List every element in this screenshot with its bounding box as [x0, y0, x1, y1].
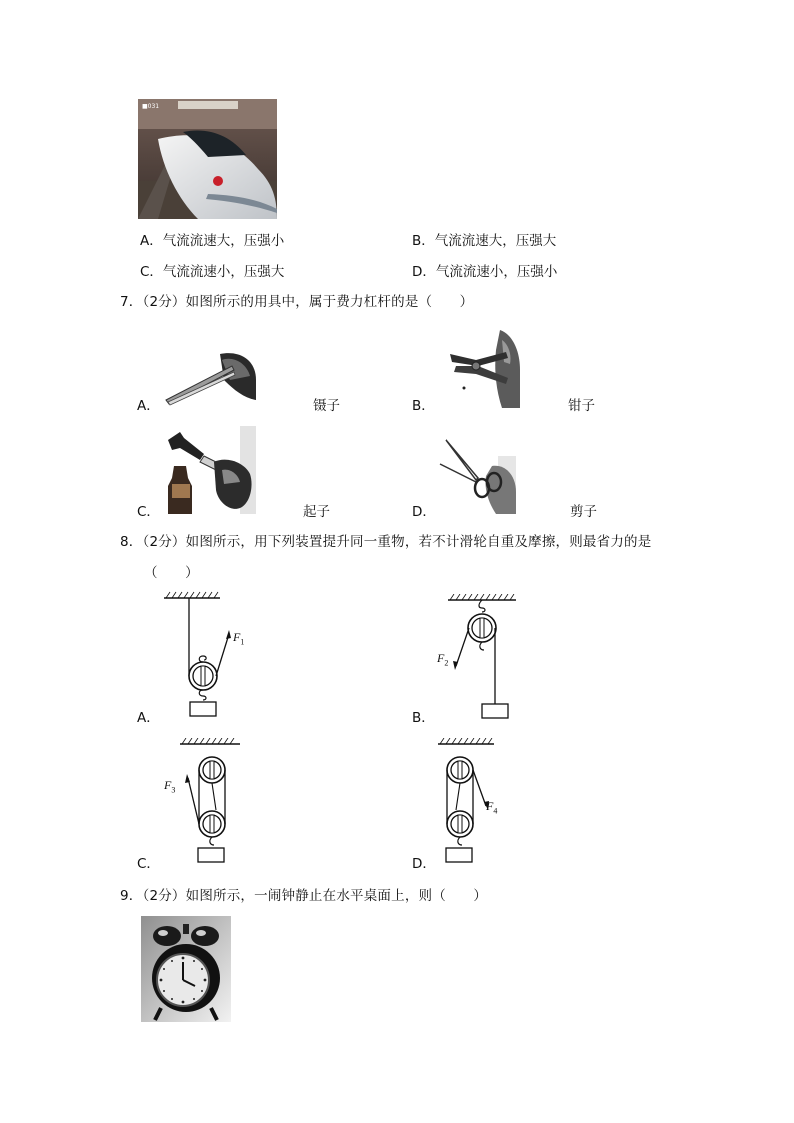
q6-option-c[interactable]: C．气流流速小，压强大	[140, 264, 285, 280]
alarm-clock-photo	[141, 916, 231, 1022]
q7-option-b-letter[interactable]: B．	[412, 398, 435, 414]
q6-option-a[interactable]: A．气流流速大，压强小	[140, 233, 285, 249]
q9-stem: 9．（2分）如图所示，一闹钟静止在水平桌面上，则（ ）	[120, 888, 488, 904]
force-label-f1: $F_1$	[233, 630, 245, 647]
q8-option-d-letter[interactable]: D．	[412, 856, 436, 872]
q7-option-d-letter[interactable]: D．	[412, 504, 436, 520]
q8-stem: 8．（2分）如图所示，用下列装置提升同一重物，若不计滑轮自重及摩擦，则最省力的是	[120, 534, 652, 550]
q7-option-d-name: 剪子	[570, 504, 597, 520]
q7-option-c-letter[interactable]: C．	[137, 504, 160, 520]
q7-option-c-name: 起子	[303, 504, 330, 520]
q7-option-b-name: 钳子	[568, 398, 595, 414]
force-label-f4: $F_4$	[486, 799, 498, 816]
q7-option-a-letter[interactable]: A．	[137, 398, 160, 414]
q7-option-a-name: 镊子	[313, 398, 340, 414]
q8-option-c-letter[interactable]: C．	[137, 856, 160, 872]
q8-option-a-letter[interactable]: A．	[137, 710, 160, 726]
force-label-f3: $F_3$	[164, 778, 176, 795]
q8-option-b-letter[interactable]: B．	[412, 710, 435, 726]
pulley-diagram-b	[440, 594, 530, 720]
train-photo	[138, 99, 277, 219]
pulley-diagram-a	[160, 590, 260, 720]
bottle-opener-photo	[164, 426, 256, 514]
tweezers-photo	[160, 350, 258, 406]
q6-option-d[interactable]: D．气流流速小，压强小	[412, 264, 558, 280]
svg-text:■031: ■031	[142, 103, 160, 110]
pliers-photo	[446, 330, 520, 408]
scissors-photo	[436, 436, 516, 514]
force-label-f2: $F_2$	[437, 651, 449, 668]
q6-option-b[interactable]: B．气流流速大，压强大	[412, 233, 557, 249]
q7-stem: 7．（2分）如图所示的用具中，属于费力杠杆的是（ ）	[120, 294, 474, 310]
pulley-diagram-c	[176, 738, 246, 866]
q8-paren: （ ）	[144, 565, 199, 581]
